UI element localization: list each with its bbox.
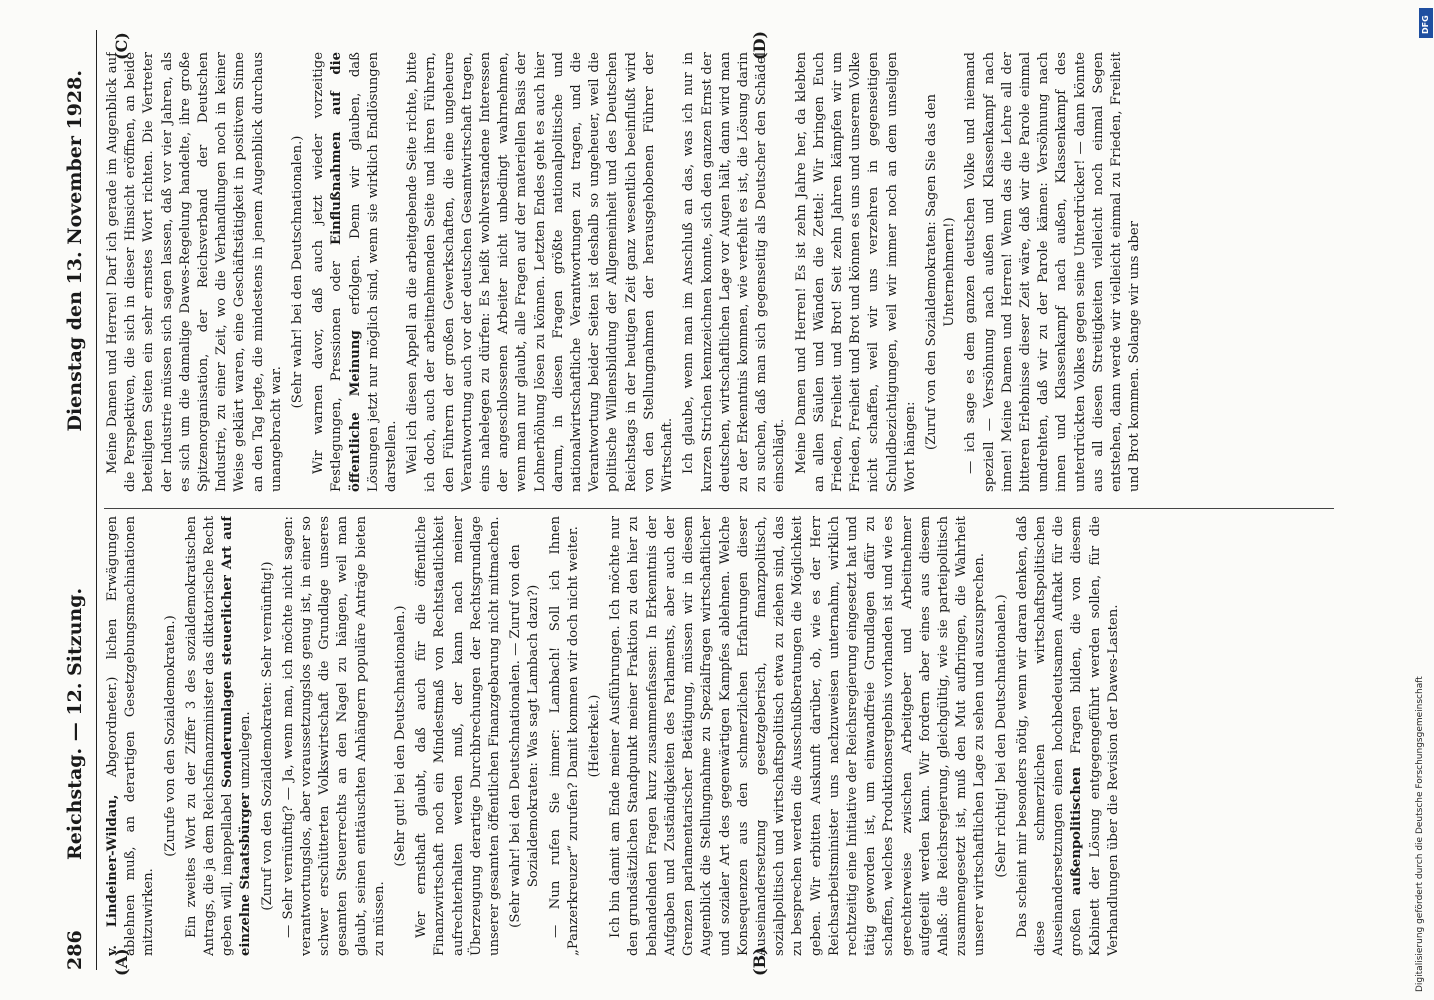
dfg-logo-text: DFG — [1421, 15, 1430, 34]
paragraph: — Sehr vernünftig? — Ja, wenn man, ich möchte nicht sagen: verantwortungslos, aber voraussetzungslos genug ist, in einer so schwer erschütterten Volkswirtschaft die Grundlage unseres gesamten Steuerrechts an den Nagel zu hängen, weil man glaubt, seinen enttäuschten Anhängern populäre Anträge bieten zu müssen. — [280, 516, 387, 956]
paragraph — [310, 52, 401, 492]
paragraph-text: Wir warnen davor, daß auch jetzt wieder vorzeitige Festlegungen, Pressionen oder — [311, 52, 345, 492]
interjection: (Zurufe von den Sozialdemokraten.) — [162, 615, 178, 857]
digitization-credit-text: Digitalisierung gefördert durch die Deutsche Forschungsgemeinschaft — [1415, 676, 1425, 992]
paragraph-text: Das scheint mir besonders nötig, wenn wir daran denken, daß diese schmerzlichen wirtschaftspolitischen Auseinandersetzungen einen hochbedeutsamen Auftakt für die großen — [1014, 516, 1085, 956]
paragraph: Wer ernsthaft glaubt, daß auch für die öffentliche Finanzwirtschaft noch ein Mindestmaß von Rechtstaatlichkeit aufrechterhalten werden muß, der kann nach meiner Überzeugung derartige Durchbrechungen der Rechtsgrundlage unserer gesamten öffentlichen Finanzgebarung nicht mitmachen. — [414, 516, 503, 956]
interjection: (Heiterkeit.) — [587, 694, 603, 778]
interjection: (Sehr wahr! bei den Deutschnationalen.) — [290, 135, 306, 409]
session-date: Dienstag den 13. November 1928. — [64, 70, 86, 432]
paragraph-text: umzulegen. — [238, 711, 254, 789]
margin-marker-b: (B) — [750, 947, 769, 976]
session-title: Reichstag. — 12. Sitzung. — [64, 587, 86, 860]
paragraph: — ich sage es dem ganzen deutschen Volke und niemand speziell — Versöhnung nach außen und Klassenkampf nach innen! Meine Damen und Herren! Wenn das die Lehre all der bitteren Erlebnisse dieser Zeit wäre, daß wir die Parole einmal umdrehten, daß wir zu der Parole kämen: Versöhnung nach innen und Klassenkampf nach außen, Klassenkampf des unterdrückten Volkes gegen seine Unterdrücker! — dann könnte aus all diesen Streitigkeiten vielleicht noch einmal Segen entstehen, dann werde wir vielleicht einmal zu Frieden, Freiheit und Brot kommen. Solange wir uns aber — [963, 52, 1143, 492]
paragraph: Ich glaube, wenn man im Anschluß an das, was ich nur in kurzen Strichen kennzeichnen konnte, sich den ganzen Ernst der deutschen, wirtschaftlichen Lage vor Augen hält, dann wird man zu der Erkenntnis kommen, wie verfehlt es ist, die Lösung darin zu suchen, daß man sich gegenseitig als Deutscher den Schädel einschlägt. — [681, 52, 788, 492]
paragraph: — Nun rufen Sie immer: Lambach! Soll ich Ihnen „Panzerkreuzer“ zurufen? Damit kommen wir doch nicht weiter. — [547, 516, 581, 956]
rotated-page-content — [60, 30, 1360, 976]
paragraph: Weil ich diesen Appell an die arbeitgebende Seite richte, bitte ich doch, auch der arbeitnehmenden Seite und ihren Führern, den Führern der großen Gewerkschaften, die eine ungeheure Verantwortung auch vor der deutschen Gesamtwirtschaft tragen, eins nahelegen zu dürfen: Es heißt wohlverstandene Interessen der angeschlossenen Arbeiter nicht unbedingt wahrnehmen, wenn man nur glaubt, alle Fragen auf der materiellen Basis der Lohnerhöhung lösen zu können. Letzten Endes geht es auch hier darum, in diesen Fragen größte nationalpolitische und nationalwirtschaftliche Verantwortungen zu tragen, und die Verantwortung beider Seiten ist deshalb so ungeheuer, weil die politische Willensbildung der Allgemeinheit und des Deutschen Reichstags in der heutigen Zeit ganz wesentlich beeinflußt wird von den Stellungnahmen der herausgehobenen Führer der Wirtschaft. — [405, 52, 676, 492]
paragraph — [1014, 516, 1123, 956]
margin-marker-a: (A) — [112, 948, 131, 976]
bold-phrase: Einflußnahmen auf die öffentliche Meinung — [329, 52, 363, 492]
interjection: (Sehr gut! bei den Deutschnationalen.) — [393, 605, 409, 867]
right-column — [104, 52, 1344, 492]
bold-phrase: Sonderumlagen steuerlicher Art auf einzelne Staatsbürger — [220, 516, 254, 956]
bold-phrase: außenpolitischen — [1069, 766, 1085, 896]
paragraph-text: Ein zweites Wort zu der Ziffer 3 des sozialdemokratischen Antrags, die ja dem Reichsfinanzminister das diktatorische Recht geben will, inappellabel — [183, 516, 236, 956]
column-divider — [104, 508, 1334, 509]
interjection: (Sehr richtig! bei den Deutschnationalen.) — [993, 594, 1009, 878]
paragraph-text: Fragen bilden, die von diesem Kabinett der Lösung entgegengeführt werden sollen, für die Verhandlungen über die Revision der Dawes-Lasten. — [1069, 516, 1121, 956]
paragraph: Meine Damen und Herren! Es ist zehn Jahre her, da klebten an allen Säulen und Wänden die Zettel: Wir bringen Euch Frieden, Freiheit und Brot! Seit zehn Jahren kämpfen wir um Frieden, Freiheit und Brot und können es uns und unserem Volke nicht schaffen, weil wir uns verzehren in gegenseitigen Schuldbezichtigungen, weil wir immer noch an dem unseligen Wort hängen: — [793, 52, 918, 492]
interjection: (Sehr wahr! bei den Deutschnationalen. — Zuruf von den Sozialdemokraten: Was sagt Lambach dazu?) — [508, 544, 542, 928]
paragraph — [183, 516, 256, 956]
left-column — [104, 516, 1344, 956]
paragraph-text: Abgeordneter.) lichen Erwägungen ablehnen muß, an derartigen Gesetzgebungsmachinationen mitzuwirken. — [105, 516, 157, 956]
speaker-name: v. Lindeiner-Wildau, — [105, 794, 120, 956]
paragraph: Meine Damen und Herren! Darf ich gerade im Augenblick auf die Perspektiven, die sich in dieser Hinsicht eröffnen, an beide beteiligten Seiten ein sehr ernstes Wort richten. Die Vertreter der Industrie müssen sich sagen lassen, daß vor vier Jahren, als es sich um die damalige Dawes-Regelung handelte, ihre große Spitzenorganisation, der Reichsverband der Deutschen Industrie, zu einer Zeit, wo die Verhandlungen noch in keiner Weise geklärt waren, eine Geschäftstätigkeit in positivem Sinne an den Tag legte, die mindestens in jenem Augenblick durchaus unangebracht war. — [105, 52, 284, 492]
margin-marker-d: (D) — [750, 30, 769, 60]
interjection: (Zuruf von den Sozialdemokraten: Sehr vernünftig!) — [259, 561, 275, 911]
interjection: (Zuruf von den Sozialdemokraten: Sagen Sie das den Unternehmern!) — [923, 93, 958, 451]
digitization-credit — [1415, 8, 1434, 992]
page-number: 286 — [64, 930, 86, 970]
paragraph — [104, 516, 159, 956]
header-rule — [96, 30, 97, 970]
page-header — [60, 30, 94, 970]
paragraph-text: erfolgen. Denn wir glauben, daß Lösungen jetzt nur möglich sind, wenn sie wirklich Endlösungen darstellen. — [347, 52, 400, 492]
margin-marker-c: (C) — [112, 32, 131, 60]
paragraph: Ich bin damit am Ende meiner Ausführungen. Ich möchte nur den grundsätzlichen Standpunkt meiner Fraktion zu den hier zu behandelnden Fragen kurz zusammenfassen: In Erkenntnis der Aufgaben und Zuständigkeiten des Parlaments, aber auch der Grenzen parlamentarischer Betätigung, müssen wir in diesem Augenblick die Stellungnahme zu Spezialfragen wirtschaftlicher und sozialer Art des gegenwärtigen Kampfes ablehnen. Welche Konsequenzen aus den schmerzlichen Erfahrungen dieser Auseinandersetzung gesetzgeberisch, finanzpolitisch, sozialpolitisch und wirtschaftspolitisch etwa zu ziehen sind, das zu besprechen werden die Ausschußberatungen die Möglichkeit geben. Wir erbitten Auskunft darüber, ob, wie es der Herr Reichsarbeitsminister uns nachzuweisen unternahm, wirklich rechtzeitig eine Initiative der Reichsregierung eingesetzt hat und tätig geworden ist, um einwandfreie Grundlagen dafür zu schaffen, welches Produktionsergebnis vorhanden ist und wie es gerechterweise zwischen Arbeitgeber und Arbeitnehmer aufgeteilt werden kann. Wir fordern aber eines aus diesem Anlaß: die Reichsregierung, gleichgültig, wie sie parteipolitisch zusammengesetzt ist, muß den Mut aufbringen, die Wahrheit unserer wirtschaftlichen Lage zu sehen und auszusprechen. — [608, 516, 988, 956]
